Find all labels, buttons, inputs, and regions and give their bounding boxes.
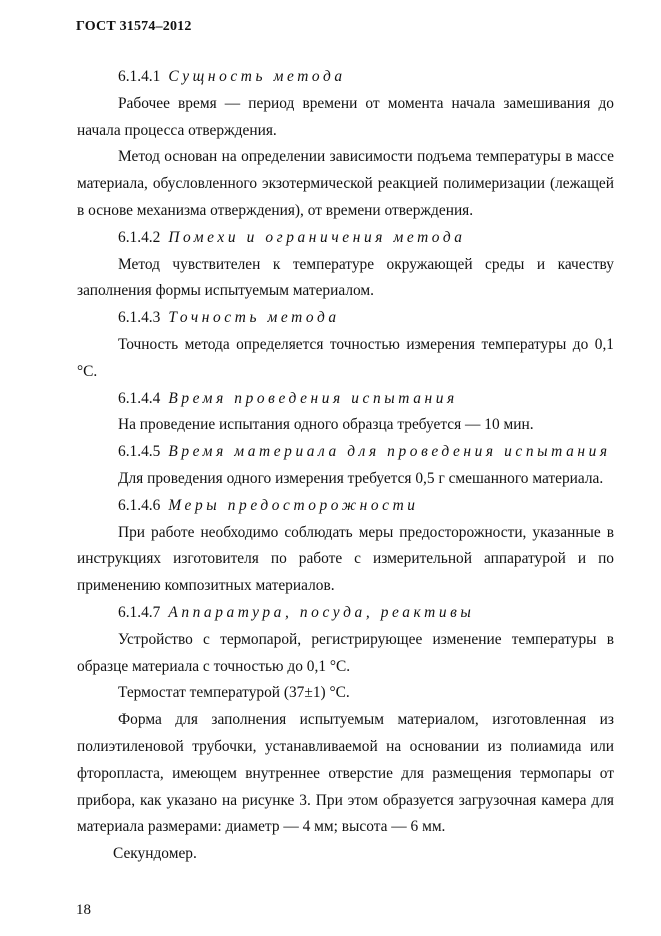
section-heading — [77, 225, 614, 252]
paragraph: Секундомер. — [113, 845, 197, 863]
paragraph: Для проведения одного измерения требуется 0,5 г смешанного материала. — [118, 469, 604, 487]
section-title: Меры предосторожности — [168, 496, 419, 514]
paragraph: Метод чувствителен к температуре окружающей среды и качеству заполнения формы испытуемым материалом. — [77, 255, 614, 300]
section-heading — [77, 493, 614, 520]
section-title: Помехи и ограничения метода — [168, 228, 466, 246]
paragraph: Метод основан на определении зависимости подъема температуры в массе материала, обусловленного экзотермической реакцией полимеризации (лежащей в основе механизма отверждения), от времени отверждения. — [77, 148, 614, 219]
section-number: 6.1.4.3 — [118, 309, 161, 327]
page-number: 18 — [76, 902, 91, 918]
paragraph: Форма для заполнения испытуемым материалом, изготовленная из полиэтиленовой трубочки, устанавливаемой на основании из полиамида или фторопласта, имеющем внутреннее отверстие для размещения термопары от прибора, как указано на рисунке 3. При этом образуется загрузочная камера для материала размерами: диаметр — 4 мм; высота — 6 мм. — [77, 711, 614, 836]
document-body — [77, 64, 614, 868]
section-heading — [77, 439, 614, 466]
section-heading — [77, 386, 614, 413]
section-title: Сущность метода — [168, 68, 346, 85]
section-heading — [77, 64, 614, 91]
section-number: 6.1.4.7 — [118, 603, 161, 621]
section-heading — [77, 305, 614, 332]
section-heading — [77, 600, 614, 627]
section-number: 6.1.4.1 — [118, 68, 161, 85]
section-title: Точность метода — [168, 309, 340, 327]
section-title: Время проведения испытания — [168, 389, 458, 407]
paragraph: Рабочее время — период времени от момента начала замешивания до начала процесса отверждения. — [77, 94, 614, 139]
document-code-header: ГОСТ 31574–2012 — [76, 19, 192, 34]
paragraph: Термостат температурой (37±1) °С. — [118, 684, 350, 702]
section-title: Время материала для проведения испытания — [168, 443, 611, 461]
paragraph: Устройство с термопарой, регистрирующее изменение температуры в образце материала с точностью до 0,1 °С. — [77, 630, 614, 675]
section-number: 6.1.4.4 — [118, 389, 161, 407]
section-number: 6.1.4.5 — [118, 443, 161, 461]
section-number: 6.1.4.6 — [118, 496, 161, 514]
paragraph: При работе необходимо соблюдать меры предосторожности, указанные в инструкциях изготовителя по работе с измерительной аппаратурой и по применению композитных материалов. — [77, 523, 614, 595]
paragraph: На проведение испытания одного образца требуется — 10 мин. — [118, 416, 534, 434]
section-title: Аппаратура, посуда, реактивы — [168, 603, 475, 621]
section-number: 6.1.4.2 — [118, 228, 161, 246]
paragraph: Точность метода определяется точностью измерения температуры до 0,1 °С. — [77, 335, 614, 380]
